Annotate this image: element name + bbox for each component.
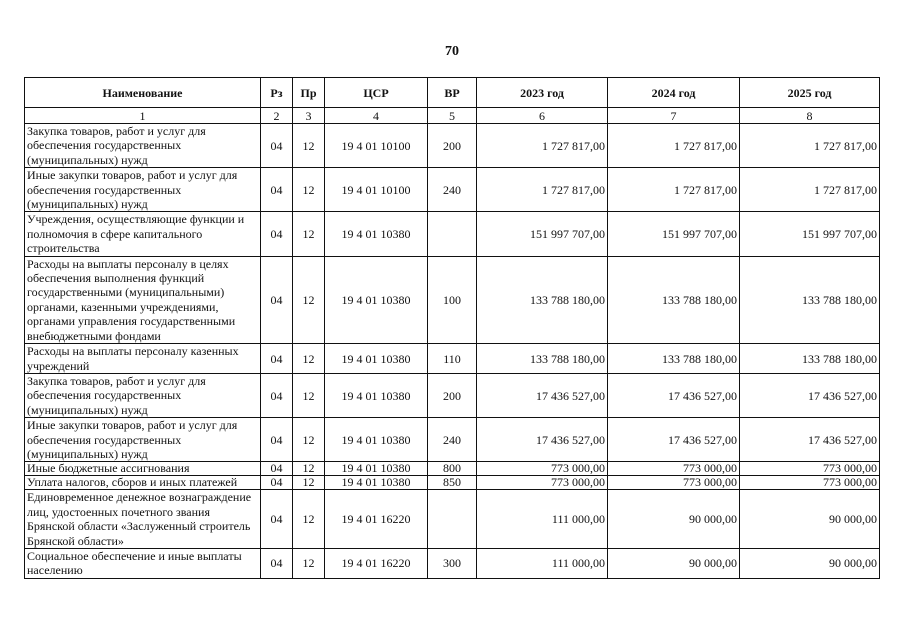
row-rz: 04 — [261, 548, 293, 578]
table-row — [25, 344, 880, 374]
row-amount-2025: 773 000,00 — [740, 462, 880, 476]
row-amount-2024: 773 000,00 — [608, 476, 740, 490]
row-pr: 12 — [293, 344, 325, 374]
column-number: 8 — [740, 108, 880, 124]
header-pr: Пр — [293, 78, 325, 108]
row-rz: 04 — [261, 373, 293, 417]
row-vr: 850 — [428, 476, 477, 490]
row-amount-2025: 773 000,00 — [740, 476, 880, 490]
row-vr: 200 — [428, 373, 477, 417]
row-csr: 19 4 01 10380 — [325, 476, 428, 490]
row-pr: 12 — [293, 168, 325, 212]
row-csr: 19 4 01 10380 — [325, 373, 428, 417]
row-name: Социальное обеспечение и иные выплаты населению — [25, 548, 261, 578]
row-csr: 19 4 01 10380 — [325, 462, 428, 476]
row-name: Расходы на выплаты персоналу казенных учреждений — [25, 344, 261, 374]
row-amount-2023: 111 000,00 — [477, 548, 608, 578]
row-vr: 240 — [428, 168, 477, 212]
row-vr: 800 — [428, 462, 477, 476]
page-number: 70 — [445, 44, 459, 59]
row-amount-2024: 133 788 180,00 — [608, 344, 740, 374]
row-rz: 04 — [261, 476, 293, 490]
column-number: 3 — [293, 108, 325, 124]
row-csr: 19 4 01 10100 — [325, 168, 428, 212]
row-amount-2025: 133 788 180,00 — [740, 256, 880, 343]
column-number: 2 — [261, 108, 293, 124]
table-row — [25, 373, 880, 417]
row-amount-2024: 1 727 817,00 — [608, 124, 740, 168]
table-row — [25, 418, 880, 462]
row-name: Закупка товаров, работ и услуг для обеспечения государственных (муниципальных) нужд — [25, 373, 261, 417]
column-number: 5 — [428, 108, 477, 124]
table-row — [25, 124, 880, 168]
row-rz: 04 — [261, 490, 293, 549]
row-csr: 19 4 01 10380 — [325, 256, 428, 343]
table-row — [25, 490, 880, 549]
row-csr: 19 4 01 10380 — [325, 212, 428, 256]
row-amount-2025: 133 788 180,00 — [740, 344, 880, 374]
column-number-row — [25, 108, 880, 124]
header-vr: ВР — [428, 78, 477, 108]
row-vr — [428, 212, 477, 256]
row-pr: 12 — [293, 490, 325, 549]
row-amount-2025: 151 997 707,00 — [740, 212, 880, 256]
table-row — [25, 462, 880, 476]
row-amount-2023: 773 000,00 — [477, 476, 608, 490]
row-csr: 19 4 01 16220 — [325, 548, 428, 578]
row-rz: 04 — [261, 212, 293, 256]
row-amount-2024: 151 997 707,00 — [608, 212, 740, 256]
header-2023: 2023 год — [477, 78, 608, 108]
row-amount-2023: 17 436 527,00 — [477, 418, 608, 462]
header-row — [25, 78, 880, 108]
row-csr: 19 4 01 10100 — [325, 124, 428, 168]
row-amount-2023: 1 727 817,00 — [477, 168, 608, 212]
table-row — [25, 256, 880, 343]
row-amount-2025: 17 436 527,00 — [740, 373, 880, 417]
row-amount-2023: 133 788 180,00 — [477, 344, 608, 374]
row-amount-2025: 17 436 527,00 — [740, 418, 880, 462]
table-row — [25, 168, 880, 212]
row-vr: 100 — [428, 256, 477, 343]
table-row — [25, 212, 880, 256]
row-amount-2024: 133 788 180,00 — [608, 256, 740, 343]
header-name: Наименование — [25, 78, 261, 108]
row-amount-2023: 133 788 180,00 — [477, 256, 608, 343]
row-amount-2024: 773 000,00 — [608, 462, 740, 476]
row-amount-2024: 17 436 527,00 — [608, 418, 740, 462]
row-csr: 19 4 01 10380 — [325, 418, 428, 462]
row-pr: 12 — [293, 124, 325, 168]
column-number: 7 — [608, 108, 740, 124]
row-pr: 12 — [293, 476, 325, 490]
column-number: 4 — [325, 108, 428, 124]
row-amount-2023: 111 000,00 — [477, 490, 608, 549]
row-rz: 04 — [261, 462, 293, 476]
row-pr: 12 — [293, 548, 325, 578]
row-name: Закупка товаров, работ и услуг для обеспечения государственных (муниципальных) нужд — [25, 124, 261, 168]
row-name: Единовременное денежное вознаграждение лиц, удостоенных почетного звания Брянской области «Заслуженный строитель Брянской области» — [25, 490, 261, 549]
row-amount-2023: 1 727 817,00 — [477, 124, 608, 168]
header-2024: 2024 год — [608, 78, 740, 108]
row-csr: 19 4 01 16220 — [325, 490, 428, 549]
row-csr: 19 4 01 10380 — [325, 344, 428, 374]
budget-table — [24, 77, 880, 579]
row-vr — [428, 490, 477, 549]
row-rz: 04 — [261, 418, 293, 462]
row-pr: 12 — [293, 256, 325, 343]
row-vr: 300 — [428, 548, 477, 578]
row-pr: 12 — [293, 418, 325, 462]
table-row — [25, 548, 880, 578]
row-amount-2024: 1 727 817,00 — [608, 168, 740, 212]
header-2025: 2025 год — [740, 78, 880, 108]
table-row — [25, 476, 880, 490]
row-amount-2025: 90 000,00 — [740, 490, 880, 549]
header-rz: Рз — [261, 78, 293, 108]
header-csr: ЦСР — [325, 78, 428, 108]
row-amount-2025: 90 000,00 — [740, 548, 880, 578]
row-pr: 12 — [293, 212, 325, 256]
row-amount-2024: 90 000,00 — [608, 490, 740, 549]
column-number: 6 — [477, 108, 608, 124]
row-name: Расходы на выплаты персоналу в целях обеспечения выполнения функций государственными (муниципальными) органами, казенными учреждениями, органами управления государственными внебюджетными фондами — [25, 256, 261, 343]
row-amount-2025: 1 727 817,00 — [740, 168, 880, 212]
row-rz: 04 — [261, 168, 293, 212]
row-rz: 04 — [261, 256, 293, 343]
row-name: Учреждения, осуществляющие функции и полномочия в сфере капитального строительства — [25, 212, 261, 256]
row-vr: 240 — [428, 418, 477, 462]
row-pr: 12 — [293, 373, 325, 417]
row-rz: 04 — [261, 344, 293, 374]
column-number: 1 — [25, 108, 261, 124]
row-name: Иные закупки товаров, работ и услуг для обеспечения государственных (муниципальных) нужд — [25, 418, 261, 462]
row-amount-2024: 90 000,00 — [608, 548, 740, 578]
row-rz: 04 — [261, 124, 293, 168]
row-amount-2023: 151 997 707,00 — [477, 212, 608, 256]
row-amount-2023: 17 436 527,00 — [477, 373, 608, 417]
row-name: Иные бюджетные ассигнования — [25, 462, 261, 476]
row-vr: 110 — [428, 344, 477, 374]
row-pr: 12 — [293, 462, 325, 476]
row-name: Уплата налогов, сборов и иных платежей — [25, 476, 261, 490]
row-amount-2024: 17 436 527,00 — [608, 373, 740, 417]
row-vr: 200 — [428, 124, 477, 168]
row-name: Иные закупки товаров, работ и услуг для обеспечения государственных (муниципальных) нужд — [25, 168, 261, 212]
row-amount-2025: 1 727 817,00 — [740, 124, 880, 168]
row-amount-2023: 773 000,00 — [477, 462, 608, 476]
